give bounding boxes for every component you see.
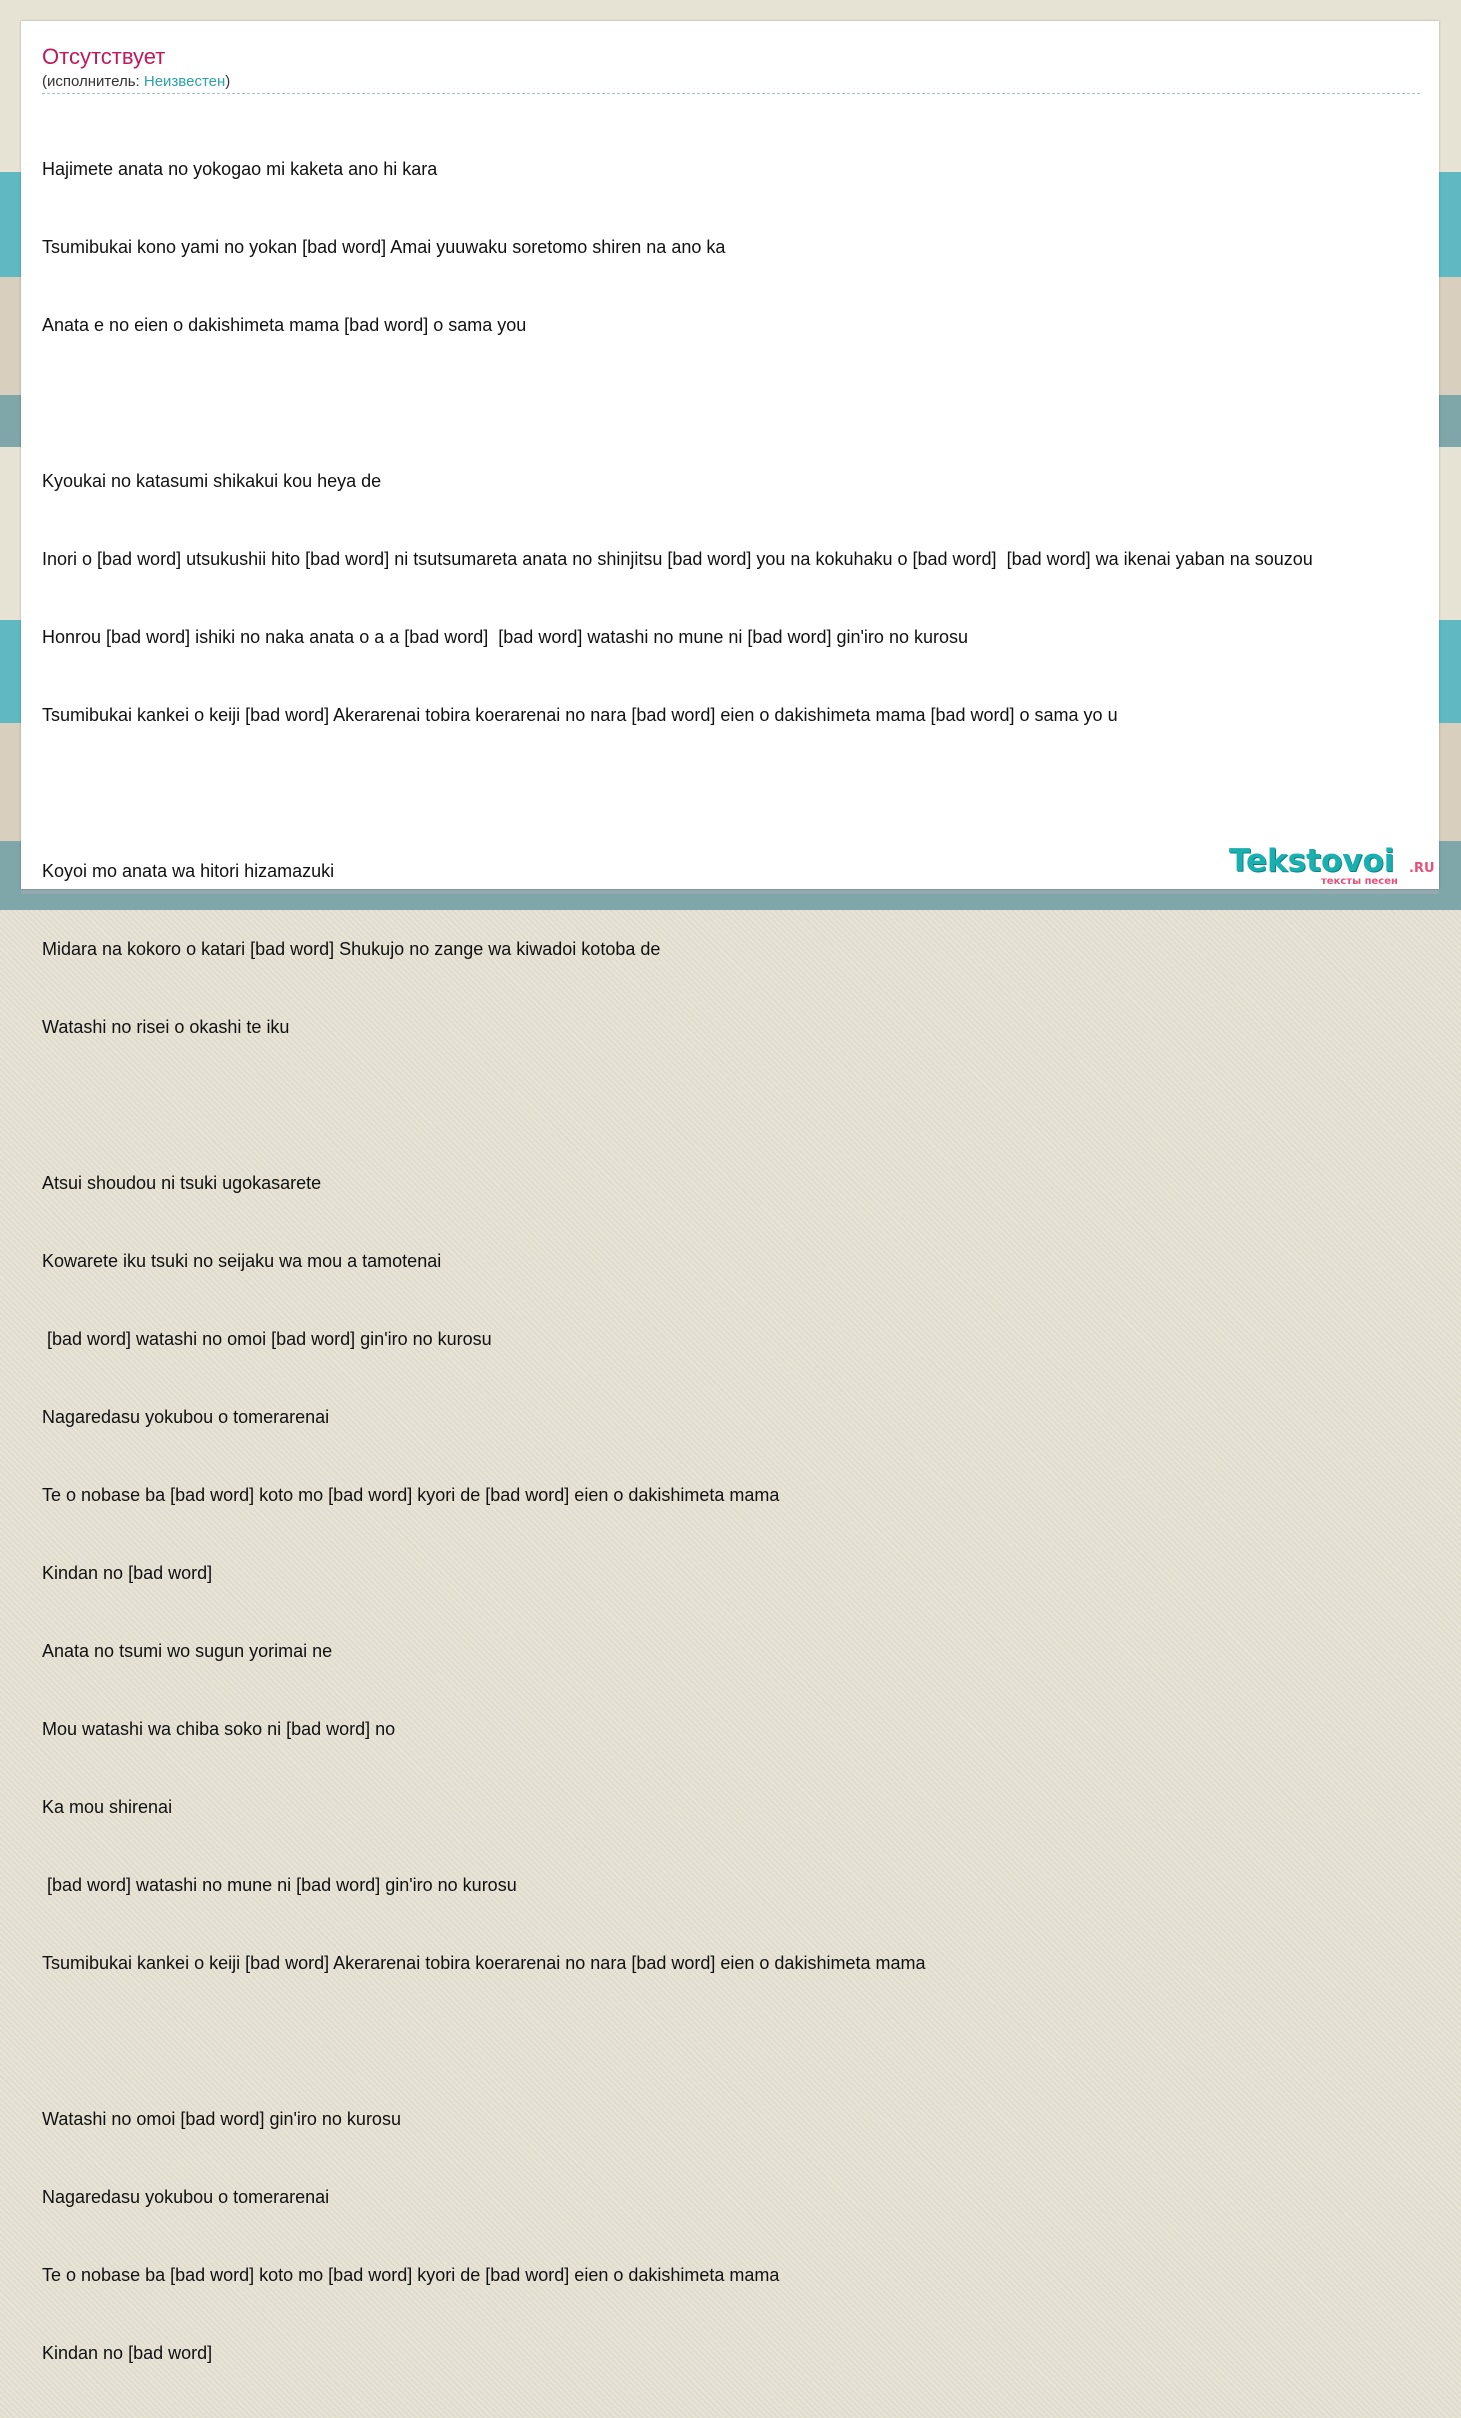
- lyric-line: Te o nobase ba [bad word] koto mo [bad word] kyori de [bad word] eien o dakishimeta mama: [42, 2265, 780, 2285]
- lyric-line: [42, 780, 1313, 806]
- lyric-line: [42, 390, 1313, 416]
- lyric-line: Tsumibukai kankei o keiji [bad word] Akerarenai tobira koerarenai no nara [bad word] eien o dakishimeta mama [bad word] o sama yo u: [42, 705, 1118, 725]
- lyric-line: Hajimete anata no yokogao mi kaketa ano hi kara: [42, 159, 438, 179]
- lyric-line: Tsumibukai kankei o keiji [bad word] Akerarenai tobira koerarenai no nara [bad word] eien o dakishimeta mama: [42, 1953, 926, 1973]
- lyric-line: Tsumibukai kono yami no yokan [bad word] Amai yuuwaku soretomo shiren na ano ka: [42, 237, 726, 257]
- lyric-line: Watashi no risei o okashi te iku: [42, 1017, 290, 1037]
- lyric-line: Inori o [bad word] utsukushii hito [bad word] ni tsutsumareta anata no shinjitsu [bad word] you na kokuhaku o [bad word] [bad word] wa ikenai yaban na souzou: [42, 549, 1313, 569]
- site-logo[interactable]: [1229, 843, 1434, 889]
- lyric-line: Kyoukai no katasumi shikakui kou heya de: [42, 471, 382, 491]
- artist-line: [42, 73, 230, 90]
- lyric-line: Ka mou shirenai: [42, 1797, 173, 1817]
- lyric-line: Anata e no eien o dakishimeta mama [bad word] o sama you: [42, 315, 527, 335]
- lyric-line: Midara na kokoro o katari [bad word] Shukujo no zange wa kiwadoi kotoba de: [42, 939, 661, 959]
- artist-suffix: ): [225, 73, 231, 90]
- lyric-line: Nagaredasu yokubou o tomerarenai: [42, 2187, 330, 2207]
- lyric-line: Te o nobase ba [bad word] koto mo [bad word] kyori de [bad word] eien o dakishimeta mama: [42, 1485, 780, 1505]
- logo-name: Tekstovoi: [1229, 843, 1395, 879]
- lyric-line: [42, 1092, 1313, 1118]
- logo-tagline: тексты песен: [1321, 876, 1398, 887]
- artist-link[interactable]: Неизвестен: [143, 73, 226, 90]
- lyric-line: Honrou [bad word] ishiki no naka anata o a a [bad word] [bad word] watashi no mune ni [bad word] gin'iro no kurosu: [42, 627, 968, 647]
- lyrics-card: [21, 21, 1439, 2363]
- lyric-line: Atsui shoudou ni tsuki ugokasarete: [42, 1173, 322, 1193]
- lyric-line: [bad word] watashi no omoi [bad word] gin'iro no kurosu: [42, 1329, 492, 1349]
- song-title: Отсутствует: [42, 44, 166, 69]
- lyric-line: Kowarete iku tsuki no seijaku wa mou a tamotenai: [42, 1251, 442, 1271]
- artist-prefix: (исполнитель:: [42, 73, 144, 90]
- lyric-line: Mou watashi wa chiba soko ni [bad word] no: [42, 1719, 396, 1739]
- lyric-line: [42, 2028, 1313, 2054]
- lyric-line: [bad word] watashi no mune ni [bad word] gin'iro no kurosu: [42, 1875, 517, 1895]
- lyric-line: Anata no tsumi wo sugun yorimai ne: [42, 1641, 333, 1661]
- lyric-line: Kindan no [bad word]: [42, 1563, 213, 1583]
- lyric-line: Nagaredasu yokubou o tomerarenai: [42, 1407, 330, 1427]
- lyric-line: Koyoi mo anata wa hitori hizamazuki: [42, 861, 335, 881]
- lyric-line: Watashi no omoi [bad word] gin'iro no kurosu: [42, 2109, 401, 2129]
- lyric-line: Kindan no [bad word]: [42, 2343, 213, 2363]
- lyrics-text: [42, 104, 1313, 2418]
- title-divider: [42, 93, 1420, 94]
- logo-tld: .RU: [1409, 861, 1435, 876]
